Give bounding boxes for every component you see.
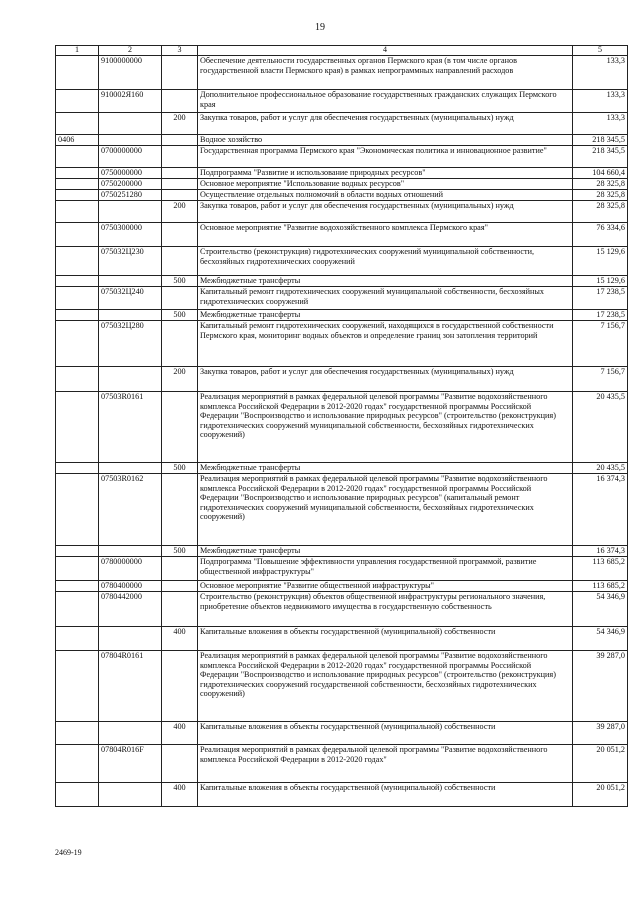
table-row	[56, 247, 628, 276]
section-cell	[56, 557, 99, 581]
section-cell: 0406	[56, 135, 99, 146]
expense-type-cell	[162, 287, 198, 310]
expense-type-cell: 400	[162, 722, 198, 745]
section-cell	[56, 745, 99, 783]
target-code-cell: 0750000000	[99, 168, 162, 179]
amount-cell: 54 346,9	[573, 627, 628, 651]
expense-type-cell	[162, 557, 198, 581]
target-code-cell	[99, 135, 162, 146]
amount-cell: 218 345,5	[573, 146, 628, 168]
table-row	[56, 392, 628, 463]
description-cell: Основное мероприятие "Развитие общественной инфраструктуры"	[198, 581, 573, 592]
section-cell	[56, 168, 99, 179]
budget-table	[55, 45, 628, 807]
description-cell: Капитальный ремонт гидротехнических сооружений муниципальной собственности, бесхозяйных гидротехнических сооружений	[198, 287, 573, 310]
target-code-cell	[99, 546, 162, 557]
expense-type-cell	[162, 745, 198, 783]
description-cell: Капитальные вложения в объекты государственной (муниципальной) собственности	[198, 722, 573, 745]
amount-cell: 28 325,8	[573, 179, 628, 190]
page-number: 19	[315, 22, 325, 33]
target-code-cell: 075032Ц280	[99, 321, 162, 367]
description-cell: Подпрограмма "Повышение эффективности управления государственной программой, развитие общественной инфраструктуры"	[198, 557, 573, 581]
amount-cell: 39 287,0	[573, 651, 628, 722]
target-code-cell: 0780000000	[99, 557, 162, 581]
target-code-cell: 0780442000	[99, 592, 162, 627]
target-code-cell: 075032Ц230	[99, 247, 162, 276]
amount-cell: 17 238,5	[573, 287, 628, 310]
target-code-cell: 07503R0161	[99, 392, 162, 463]
section-cell	[56, 146, 99, 168]
target-code-cell	[99, 783, 162, 807]
section-cell	[56, 201, 99, 223]
target-code-cell	[99, 367, 162, 392]
target-code-cell	[99, 310, 162, 321]
section-cell	[56, 581, 99, 592]
description-cell: Межбюджетные трансферты	[198, 463, 573, 474]
table-row	[56, 276, 628, 287]
description-cell: Строительство (реконструкция) гидротехнических сооружений муниципальной собственности, бесхозяйных гидротехнических сооружений	[198, 247, 573, 276]
description-cell: Реализация мероприятий в рамках федеральной целевой программы "Развитие водохозяйственного комплекса Российской Федерации в 2012-2020 годах" государственной программы Российской Федерации "Воспроизводство и использование природных ресурсов" (строительство (реконструкция) гидротехнических сооружений государственной собственности, бесхозяйных гидротехнических сооружений)	[198, 651, 573, 722]
amount-cell: 133,3	[573, 113, 628, 135]
target-code-cell: 0780400000	[99, 581, 162, 592]
table-row	[56, 179, 628, 190]
target-code-cell	[99, 463, 162, 474]
table-row	[56, 745, 628, 783]
expense-type-cell	[162, 392, 198, 463]
description-cell: Осуществление отдельных полномочий в области водных отношений	[198, 190, 573, 201]
description-cell: Строительство (реконструкция) объектов общественной инфраструктуры регионального значения, приобретение объектов недвижимого имущества в государственную собственность	[198, 592, 573, 627]
description-cell: Основное мероприятие "Развитие водохозяйственного комплекса Пермского края"	[198, 223, 573, 247]
description-cell: Реализация мероприятий в рамках федеральной целевой программы "Развитие водохозяйственного комплекса Российской Федерации в 2012-2020 годах" государственной программы Российской Федерации "Воспроизводство и использование природных ресурсов" (строительство (реконструкция) гидротехнических сооружений муниципальной собственности, бесхозяйных гидротехнических сооружений)	[198, 392, 573, 463]
expense-type-cell	[162, 321, 198, 367]
expense-type-cell	[162, 223, 198, 247]
expense-type-cell	[162, 247, 198, 276]
table-row	[56, 722, 628, 745]
description-cell: Закупка товаров, работ и услуг для обеспечения государственных (муниципальных) нужд	[198, 113, 573, 135]
description-cell: Закупка товаров, работ и услуг для обеспечения государственных (муниципальных) нужд	[198, 367, 573, 392]
amount-cell: 218 345,5	[573, 135, 628, 146]
expense-type-cell	[162, 56, 198, 90]
section-cell	[56, 321, 99, 367]
description-cell: Капитальные вложения в объекты государственной (муниципальной) собственности	[198, 783, 573, 807]
target-code-cell: 07503R0162	[99, 474, 162, 546]
amount-cell: 7 156,7	[573, 321, 628, 367]
description-cell: Обеспечение деятельности государственных органов Пермского края (в том числе органов государственной власти Пермского края) в рамках непрограммных направлений расходов	[198, 56, 573, 90]
target-code-cell: 07804R016F	[99, 745, 162, 783]
target-code-cell: 075032Ц240	[99, 287, 162, 310]
table-row	[56, 56, 628, 90]
expense-type-cell	[162, 651, 198, 722]
table-row	[56, 474, 628, 546]
section-cell	[56, 90, 99, 113]
expense-type-cell	[162, 90, 198, 113]
table-row	[56, 310, 628, 321]
expense-type-cell	[162, 581, 198, 592]
description-cell: Межбюджетные трансферты	[198, 310, 573, 321]
table-row	[56, 592, 628, 627]
amount-cell: 113 685,2	[573, 581, 628, 592]
header-cell-expense-type: 3	[162, 46, 198, 56]
amount-cell: 20 435,5	[573, 392, 628, 463]
description-cell: Основное мероприятие "Использование водных ресурсов"	[198, 179, 573, 190]
expense-type-cell: 500	[162, 546, 198, 557]
expense-type-cell	[162, 592, 198, 627]
expense-type-cell: 200	[162, 113, 198, 135]
target-code-cell: 0700000000	[99, 146, 162, 168]
section-cell	[56, 247, 99, 276]
target-code-cell	[99, 113, 162, 135]
description-cell: Подпрограмма "Развитие и использование природных ресурсов"	[198, 168, 573, 179]
expense-type-cell: 500	[162, 310, 198, 321]
table-row	[56, 546, 628, 557]
expense-type-cell	[162, 146, 198, 168]
section-cell	[56, 783, 99, 807]
target-code-cell: 0750251280	[99, 190, 162, 201]
amount-cell: 20 051,2	[573, 783, 628, 807]
amount-cell: 104 660,4	[573, 168, 628, 179]
description-cell: Межбюджетные трансферты	[198, 546, 573, 557]
description-cell: Дополнительное профессиональное образование государственных гражданских служащих Пермского края	[198, 90, 573, 113]
amount-cell: 133,3	[573, 56, 628, 90]
description-cell: Капитальные вложения в объекты государственной (муниципальной) собственности	[198, 627, 573, 651]
amount-cell: 28 325,8	[573, 201, 628, 223]
header-cell-amount: 5	[573, 46, 628, 56]
amount-cell: 16 374,3	[573, 546, 628, 557]
target-code-cell	[99, 276, 162, 287]
table-row	[56, 113, 628, 135]
description-cell: Реализация мероприятий в рамках федеральной целевой программы "Развитие водохозяйственного комплекса Российской Федерации в 2012-2020 годах" государственной программы Российской Федерации "Воспроизводство и использование природных ресурсов" (капитальный ремонт гидротехнических сооружений муниципальной собственности, бесхозяйных гидротехнических сооружений)	[198, 474, 573, 546]
table-row	[56, 201, 628, 223]
table-row	[56, 287, 628, 310]
table-row	[56, 783, 628, 807]
amount-cell: 39 287,0	[573, 722, 628, 745]
description-cell: Государственная программа Пермского края "Экономическая политика и инновационное развитие"	[198, 146, 573, 168]
description-cell: Реализация мероприятий в рамках федеральной целевой программы "Развитие водохозяйственного комплекса Российской Федерации в 2012-2020 годах"	[198, 745, 573, 783]
target-code-cell	[99, 201, 162, 223]
section-cell	[56, 287, 99, 310]
expense-type-cell: 400	[162, 627, 198, 651]
section-cell	[56, 392, 99, 463]
header-cell-name: 4	[198, 46, 573, 56]
table-header-row	[56, 46, 628, 56]
section-cell	[56, 367, 99, 392]
table-row	[56, 463, 628, 474]
amount-cell: 113 685,2	[573, 557, 628, 581]
section-cell	[56, 190, 99, 201]
table-row	[56, 223, 628, 247]
target-code-cell: 9100000000	[99, 56, 162, 90]
description-cell: Закупка товаров, работ и услуг для обеспечения государственных (муниципальных) нужд	[198, 201, 573, 223]
target-code-cell: 0750300000	[99, 223, 162, 247]
table-row	[56, 190, 628, 201]
amount-cell: 54 346,9	[573, 592, 628, 627]
target-code-cell	[99, 722, 162, 745]
target-code-cell	[99, 627, 162, 651]
description-cell: Межбюджетные трансферты	[198, 276, 573, 287]
table-row	[56, 168, 628, 179]
table-row	[56, 557, 628, 581]
section-cell	[56, 223, 99, 247]
section-cell	[56, 651, 99, 722]
expense-type-cell	[162, 474, 198, 546]
table-row	[56, 321, 628, 367]
header-cell-target: 2	[99, 46, 162, 56]
amount-cell: 15 129,6	[573, 247, 628, 276]
expense-type-cell	[162, 179, 198, 190]
table-row	[56, 367, 628, 392]
section-cell	[56, 179, 99, 190]
description-cell: Водное хозяйство	[198, 135, 573, 146]
section-cell	[56, 546, 99, 557]
section-cell	[56, 627, 99, 651]
section-cell	[56, 56, 99, 90]
amount-cell: 7 156,7	[573, 367, 628, 392]
amount-cell: 76 334,6	[573, 223, 628, 247]
table-row	[56, 90, 628, 113]
expense-type-cell: 200	[162, 201, 198, 223]
section-cell	[56, 463, 99, 474]
amount-cell: 15 129,6	[573, 276, 628, 287]
target-code-cell: 0750200000	[99, 179, 162, 190]
expense-type-cell: 200	[162, 367, 198, 392]
section-cell	[56, 113, 99, 135]
expense-type-cell: 500	[162, 463, 198, 474]
table-row	[56, 627, 628, 651]
table-row	[56, 146, 628, 168]
section-cell	[56, 722, 99, 745]
amount-cell: 16 374,3	[573, 474, 628, 546]
amount-cell: 17 238,5	[573, 310, 628, 321]
expense-type-cell	[162, 135, 198, 146]
table-row	[56, 651, 628, 722]
section-cell	[56, 474, 99, 546]
description-cell: Капитальный ремонт гидротехнических сооружений, находящихся в государственной собственности Пермского края, мониторинг водных объектов и определение границ зон затопления территорий	[198, 321, 573, 367]
table-row	[56, 135, 628, 146]
table-row	[56, 581, 628, 592]
amount-cell: 20 435,5	[573, 463, 628, 474]
header-cell-section: 1	[56, 46, 99, 56]
table-body	[56, 56, 628, 807]
expense-type-cell: 400	[162, 783, 198, 807]
target-code-cell: 910002Я160	[99, 90, 162, 113]
target-code-cell: 07804R0161	[99, 651, 162, 722]
section-cell	[56, 276, 99, 287]
amount-cell: 28 325,8	[573, 190, 628, 201]
expense-type-cell: 500	[162, 276, 198, 287]
expense-type-cell	[162, 190, 198, 201]
section-cell	[56, 592, 99, 627]
document-code: 2469-19	[55, 848, 82, 857]
amount-cell: 20 051,2	[573, 745, 628, 783]
expense-type-cell	[162, 168, 198, 179]
section-cell	[56, 310, 99, 321]
amount-cell: 133,3	[573, 90, 628, 113]
